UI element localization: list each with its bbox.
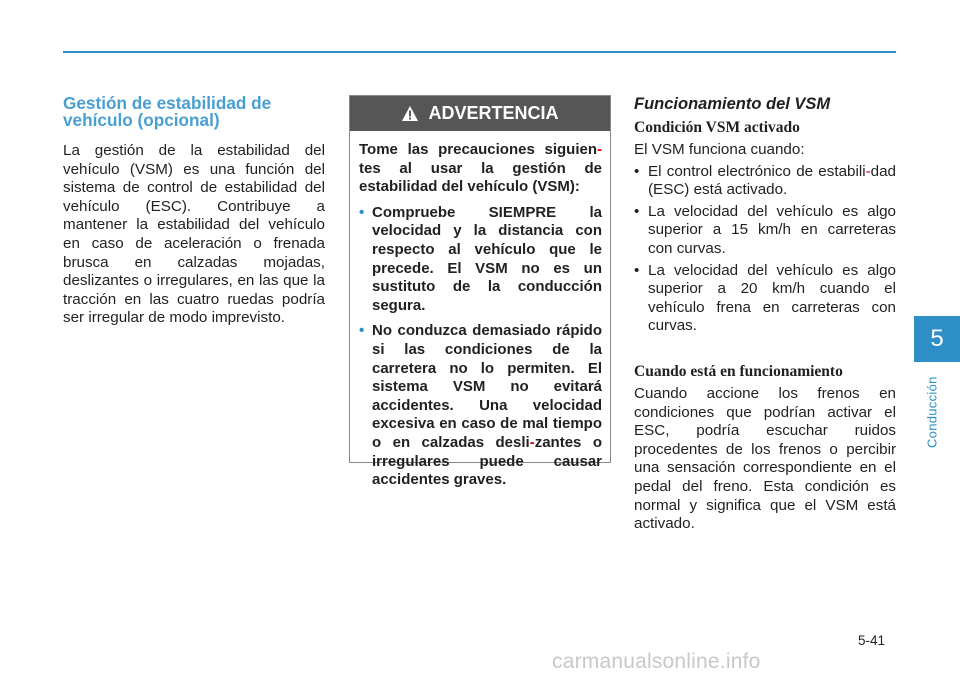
conditions-intro: El VSM funciona cuando:	[634, 141, 805, 158]
warning-triangle-icon	[401, 105, 419, 122]
section-title	[63, 95, 325, 129]
section-heading: Funcionamiento del VSM	[634, 95, 831, 113]
warning-body	[350, 131, 610, 490]
warning-item-text-b: zantes o irregulares puede causar accidentes graves.	[372, 433, 602, 489]
hyphen-mark: -	[597, 141, 602, 158]
condition-text-a: El control electrónico de estabili	[648, 162, 866, 180]
spacer	[634, 339, 896, 363]
warning-list	[359, 204, 602, 490]
hyphen-mark: -	[865, 162, 871, 180]
bullet-icon: •	[634, 202, 640, 220]
warning-title: ADVERTENCIA	[428, 103, 559, 123]
warning-item-text-a: No conduzca demasiado rápido si las condiciones de la carretera no lo permiten. El sistema VSM no evitará accidentes. Una velocidad excesiva en caso de mal tiempo o en calzadas desli	[372, 322, 602, 451]
warning-intro-text-b: tes al usar la gestión de estabilidad del vehículo (VSM):	[359, 159, 602, 196]
watermark: carmanualsonline.info	[552, 650, 761, 673]
warning-item-text: Compruebe SIEMPRE la velocidad y la distancia con respecto al vehículo que le precede. El VSM no es un sustituto de la conducción segura.	[372, 203, 602, 314]
section-body: La gestión de la estabilidad del vehículo (VSM) es una función del sistema de control de estabilidad del vehículo (ESC). Contribuye a mantener la estabilidad del vehículo en caso de aceleración o frenada brusca en calzadas mojadas, deslizantes o irregulares, en las que la tracción en las cuatro ruedas podría ser irregular de modo imprevisto.	[63, 142, 325, 327]
condition-item	[634, 262, 896, 336]
bullet-icon: •	[634, 162, 640, 180]
condition-item	[634, 203, 896, 259]
bullet-icon: •	[359, 322, 365, 340]
subheading-activated: Condición VSM activado	[634, 119, 800, 136]
subheading-operation: Cuando está en funcionamiento	[634, 362, 843, 380]
condition-item	[634, 163, 896, 200]
bullet-icon: •	[634, 261, 640, 279]
condition-text: La velocidad del vehículo es algo superior a 20 km/h cuando el vehículo frena en carreteras con curvas.	[648, 261, 896, 335]
condition-text-b: dad (ESC) está activado.	[648, 162, 896, 199]
section-title-line2: vehículo (opcional)	[63, 110, 220, 130]
chapter-tab: 5	[914, 316, 960, 362]
warning-box	[349, 95, 611, 489]
warning-item	[359, 204, 602, 316]
condition-text: La velocidad del vehículo es algo superior a 15 km/h en carreteras con curvas.	[648, 202, 896, 257]
warning-intro	[359, 141, 602, 197]
operation-body: Cuando accione los frenos en condiciones que podrían activar el ESC, podría escuchar ruidos procedentes de los frenos o percibir una sensación correspondiente en el pedal del freno. Esta condición es normal y significa que el VSM está activado.	[634, 384, 896, 533]
top-rule	[63, 51, 896, 53]
hyphen-mark: -	[529, 433, 535, 451]
left-column	[63, 95, 325, 328]
warning-item	[359, 322, 602, 489]
warning-intro-text-a: Tome las precauciones siguien	[359, 141, 597, 158]
page-number: 5-41	[858, 633, 886, 648]
conditions-list	[634, 163, 896, 336]
warning-header	[350, 96, 610, 131]
bullet-icon: •	[359, 203, 365, 221]
section-title-line1: Gestión de estabilidad de	[63, 93, 272, 113]
chapter-label: Conducción	[924, 376, 940, 448]
right-column	[634, 95, 896, 534]
